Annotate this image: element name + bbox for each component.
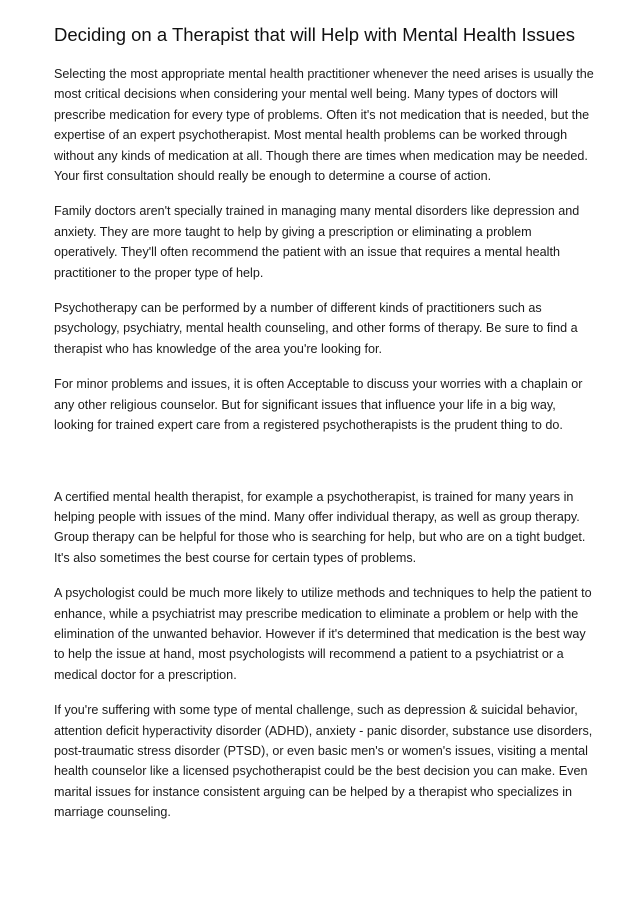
paragraph-4: For minor problems and issues, it is often Acceptable to discuss your worries with a chaplain or any other religious counselor. But for significant issues that influence your life in a big way, looking for trained expert care from a registered psychotherapists is the prudent thing to do. [54, 377, 583, 433]
paragraph-6: A psychologist could be much more likely to utilize methods and techniques to help the patient to enhance, while a psychiatrist may prescribe medication to eliminate a problem or help with the elimination of the unwanted behavior. However if it's determined that medication is the best way to help the issue at hand, most psychologists will recommend a patient to a psychiatrist or a medical doctor for a prescription. [54, 586, 592, 682]
paragraph-7: If you're suffering with some type of mental challenge, such as depression & suicidal behavior, attention deficit hyperactivity disorder (ADHD), anxiety - panic disorder, substance use disorders, post-traumatic stress disorder (PTSD), or even basic men's or women's issues, visiting a mental health counselor like a licensed psychotherapist could be the best decision you can make. Even marital issues for instance consistent arguing can be helped by a therapist who specializes in marriage counseling. [54, 703, 593, 820]
document-page [54, 24, 594, 838]
paragraph-3: Psychotherapy can be performed by a number of different kinds of practitioners such as psychology, psychiatry, mental health counseling, and other forms of therapy. Be sure to find a therapist who has knowledge of the area you're looking for. [54, 301, 578, 356]
paragraph-2: Family doctors aren't specially trained in managing many mental disorders like depression and anxiety. They are more taught to help by giving a prescription or eliminating a problem operatively. They'll often recommend the patient with an issue that requires a mental health practitioner to the proper type of help. [54, 204, 580, 280]
page-title: Deciding on a Therapist that will Help with Mental Health Issues [54, 24, 575, 45]
paragraph-5: A certified mental health therapist, for example a psychotherapist, is trained for many years in helping people with issues of the mind. Many offer individual therapy, as well as group therapy. Group therapy can be helpful for those who is searching for help, but who are on a tight budget. It's also sometimes the best course for certain types of problems. [54, 489, 586, 565]
paragraph-1: Selecting the most appropriate mental health practitioner whenever the need arises is usually the most critical decisions when considering your mental well being. Many types of doctors will prescribe medication for every type of problems. Often it's not medication that is needed, but the expertise of an expert psychotherapist. Most mental health problems can be worked through without any kinds of medication at all. Though there are times when medication may be needed. Your first consultation should really be enough to determine a course of action. [54, 67, 594, 184]
